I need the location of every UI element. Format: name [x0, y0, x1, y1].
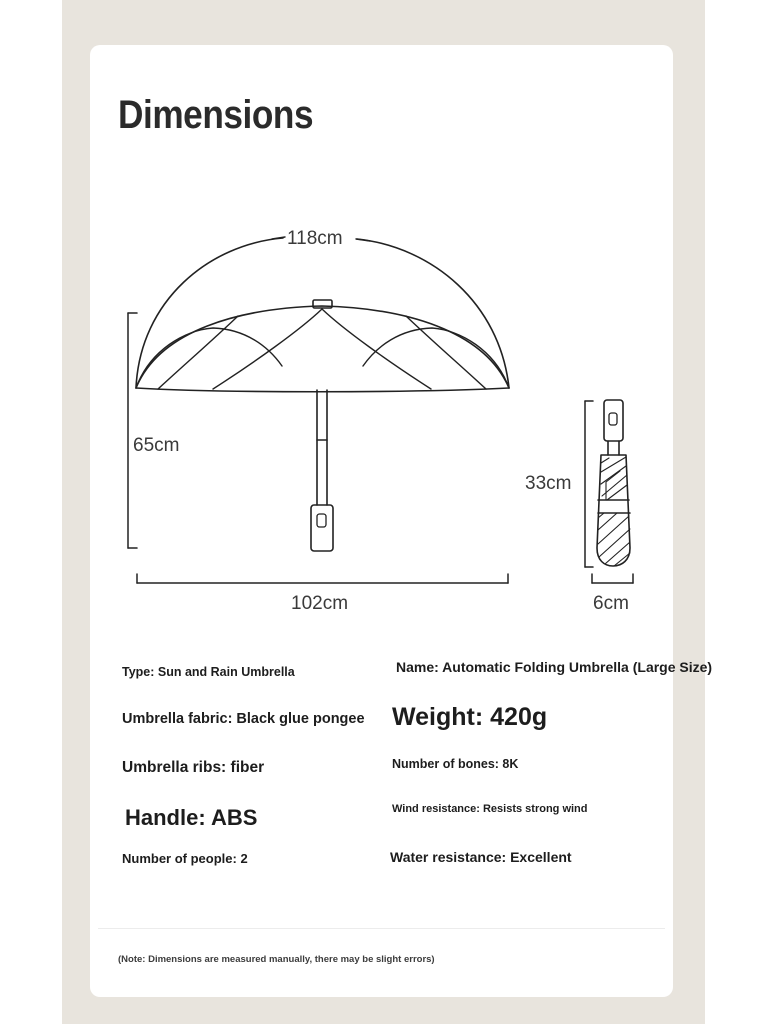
footer-divider — [98, 928, 665, 929]
dimension-label-span: 102cm — [291, 593, 349, 614]
dimension-label-height: 65cm — [133, 435, 180, 456]
measurement-disclaimer: (Note: Dimensions are measured manually, there may be slight errors) — [118, 954, 435, 965]
spec-umbrella-ribs: Umbrella ribs: fiber — [122, 759, 265, 776]
spec-umbrella-fabric: Umbrella fabric: Black glue pongee — [122, 711, 365, 727]
spec-weight: Weight: 420g — [392, 703, 548, 731]
spec-number-of-people: Number of people: 2 — [122, 851, 248, 866]
spec-number-of-bones: Number of bones: 8K — [392, 757, 519, 771]
dimension-label-canopy-arc: 118cm — [287, 228, 343, 249]
spec-wind-resistance: Wind resistance: Resists strong wind — [392, 803, 588, 815]
spec-water-resistance: Water resistance: Excellent — [390, 849, 572, 865]
spec-type: Type: Sun and Rain Umbrella — [122, 665, 295, 679]
spec-name: Name: Automatic Folding Umbrella (Large Size) — [396, 659, 713, 675]
spec-handle: Handle: ABS — [125, 805, 258, 830]
dimension-label-folded-length: 33cm — [525, 473, 572, 494]
page-title: Dimensions — [118, 93, 314, 137]
dimension-label-folded-width: 6cm — [593, 593, 629, 614]
